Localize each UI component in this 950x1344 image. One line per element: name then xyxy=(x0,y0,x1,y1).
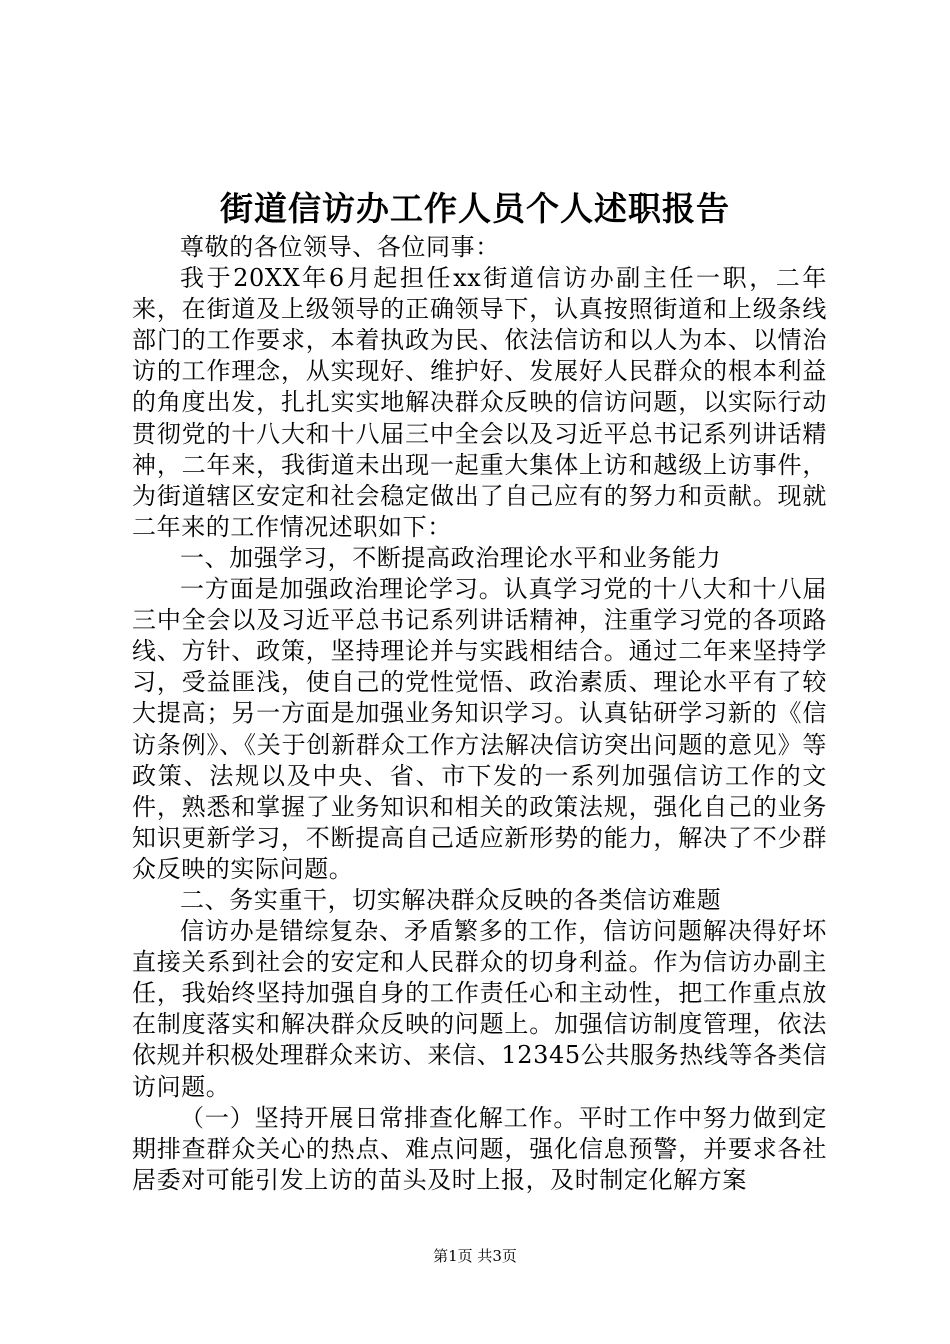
document-body xyxy=(132,232,827,1196)
paragraph-work: 信访办是错综复杂、矛盾繁多的工作，信访问题解决得好坏直接关系到社会的安定和人民群众的切身利益。作为信访办副主任，我始终坚持加强自身的工作责任心和主动性，把工作重点放在制度落实和解决群众反映的问题上。加强信访制度管理，依法依规并积极处理群众来访、来信、12345公共服务热线等各类信访问题。 xyxy=(132,917,827,1101)
paragraph-intro: 我于20XX年6月起担任xx街道信访办副主任一职，二年来，在街道及上级领导的正确领导下，认真按照街道和上级条线部门的工作要求，本着执政为民、依法信访和以人为本、以情治访的工作理念，从实现好、维护好、发展好人民群众的根本利益的角度出发，扎扎实实地解决群众反映的信访问题，以实际行动贯彻党的十八大和十八届三中全会以及习近平总书记系列讲话精神，二年来，我街道未出现一起重大集体上访和越级上访事件，为街道辖区安定和社会稳定做出了自己应有的努力和贡献。现就二年来的工作情况述职如下： xyxy=(132,264,827,541)
paragraph-study: 一方面是加强政治理论学习。认真学习党的十八大和十八届三中全会以及习近平总书记系列讲话精神，注重学习党的各项路线、方针、政策，坚持理论并与实践相结合。通过二年来坚持学习，受益匪浅，使自己的党性觉悟、政治素质、理论水平有了较大提高；另一方面是加强业务知识学习。认真钻研学习新的《信访条例》、《关于创新群众工作方法解决信访突出问题的意见》等政策、法规以及中央、省、市下发的一系列加强信访工作的文件，熟悉和掌握了业务知识和相关的政策法规，强化自己的业务知识更新学习，不断提高自己适应新形势的能力，解决了不少群众反映的实际问题。 xyxy=(132,575,827,883)
paragraph-subsection-1: （一）坚持开展日常排查化解工作。平时工作中努力做到定期排查群众关心的热点、难点问题，强化信息预警，并要求各社居委对可能引发上访的苗头及时上报，及时制定化解方案 xyxy=(132,1103,827,1194)
section-heading-1: 一、加强学习，不断提高政治理论水平和业务能力 xyxy=(180,543,722,572)
page-number-footer: 第1页 共3页 xyxy=(433,1247,517,1265)
section-heading-2: 二、务实重干，切实解决群众反映的各类信访难题 xyxy=(180,885,722,914)
salutation: 尊敬的各位领导、各位同事： xyxy=(180,233,500,261)
document-title: 街道信访办工作人员个人述职报告 xyxy=(220,189,730,228)
